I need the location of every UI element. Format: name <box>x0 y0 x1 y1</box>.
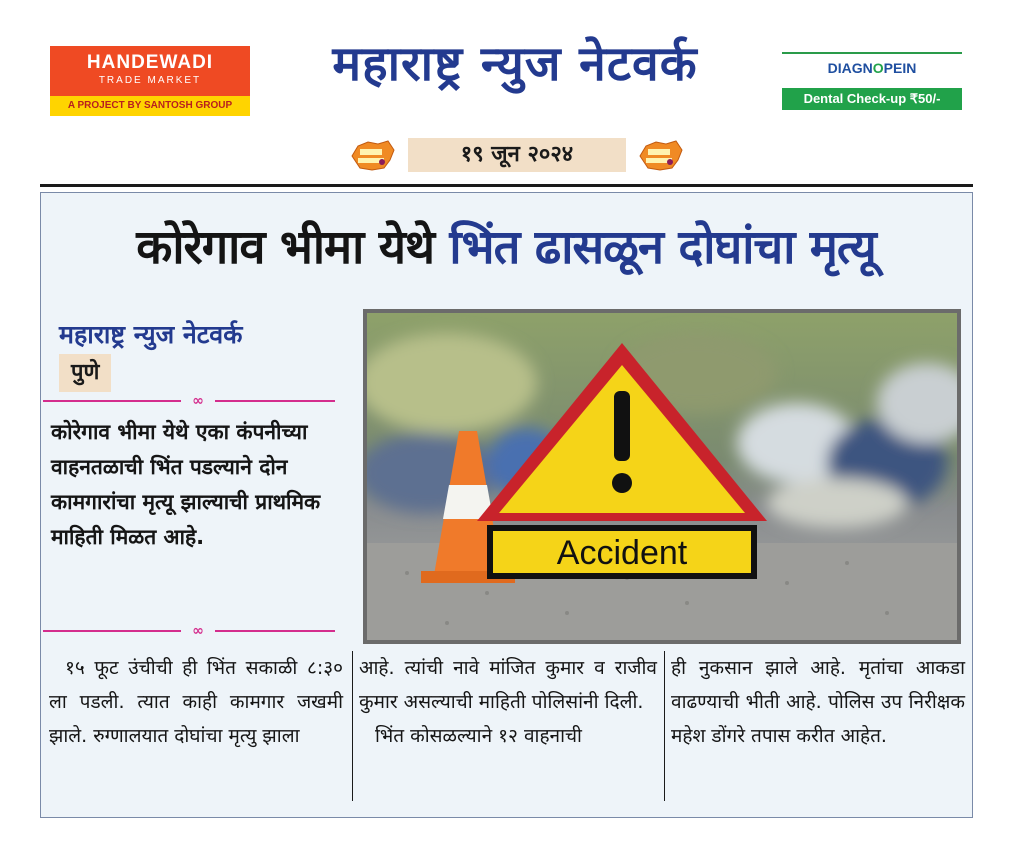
column-2-paragraph-2: भिंत कोसळल्याने १२ वाहनाची <box>375 725 582 747</box>
article-lead: कोरेगाव भीमा येथे एका कंपनीच्या वाहनतळाची भिंत पडल्याने दोन कामगारांचा मृत्यू झाल्याची प्राथमिक माहिती मिळत आहे. <box>51 420 321 549</box>
handewadi-brand: HANDEWADI <box>86 52 214 73</box>
date-row <box>0 136 1024 174</box>
ornament-divider: ∞ <box>43 623 335 639</box>
dental-checkup-tag: Dental Check-up ₹50/- <box>782 88 962 110</box>
masthead-title: महाराष्ट्र न्युज नेटवर्क <box>332 36 698 92</box>
header-rule <box>40 184 973 187</box>
column-2-paragraph-1: आहे. त्यांची नावे मांजित कुमार व राजीव कुमार असल्याची माहिती पोलिसांनी दिली. <box>359 657 657 713</box>
column-1-text: १५ फूट उंचीची ही भिंत सकाळी ८:३० ला पडली. त्यात काही कामगार जखमी झाले. रुग्णालयात दोघांचा मृत्यु झाला <box>49 657 343 747</box>
byline: महाराष्ट्र न्युज नेटवर्क <box>59 320 243 349</box>
maharashtra-map-icon <box>348 136 396 174</box>
accident-sign-label: Accident <box>556 534 688 572</box>
article-frame <box>40 192 973 818</box>
column-rule <box>664 651 665 801</box>
tooth-icon: O <box>872 60 884 76</box>
article-column-1 <box>49 651 343 753</box>
article-headline <box>41 213 971 277</box>
edition-date: १९ जून २०२४ <box>408 138 626 172</box>
column-3-text: ही नुकसान झाले आहे. मृतांचा आकडा वाढण्याची भीती आहे. पोलिस उप निरीक्षक महेश डोंगरे तपास करीत आहेत. <box>671 657 965 747</box>
accident-photo <box>363 309 961 644</box>
headline-part2: भिंत ढासळून दोघांचा मृत्यू <box>449 220 876 275</box>
article-column-3 <box>671 651 965 753</box>
diagnopein-logo: DIAGNOPEIN <box>827 60 917 76</box>
dateline-city: पुणे <box>59 354 111 392</box>
handewadi-ad <box>50 46 250 116</box>
handewadi-tagline: A PROJECT BY SANTOSH GROUP <box>50 96 250 116</box>
article-column-2 <box>359 651 657 753</box>
headline-part1: कोरेगाव भीमा येथे <box>136 220 434 275</box>
diagnopein-ad <box>782 52 962 110</box>
column-rule <box>352 651 353 801</box>
ornament-divider: ∞ <box>43 393 335 409</box>
handewadi-sub: TRADE MARKET <box>98 75 202 86</box>
maharashtra-map-icon <box>636 136 684 174</box>
